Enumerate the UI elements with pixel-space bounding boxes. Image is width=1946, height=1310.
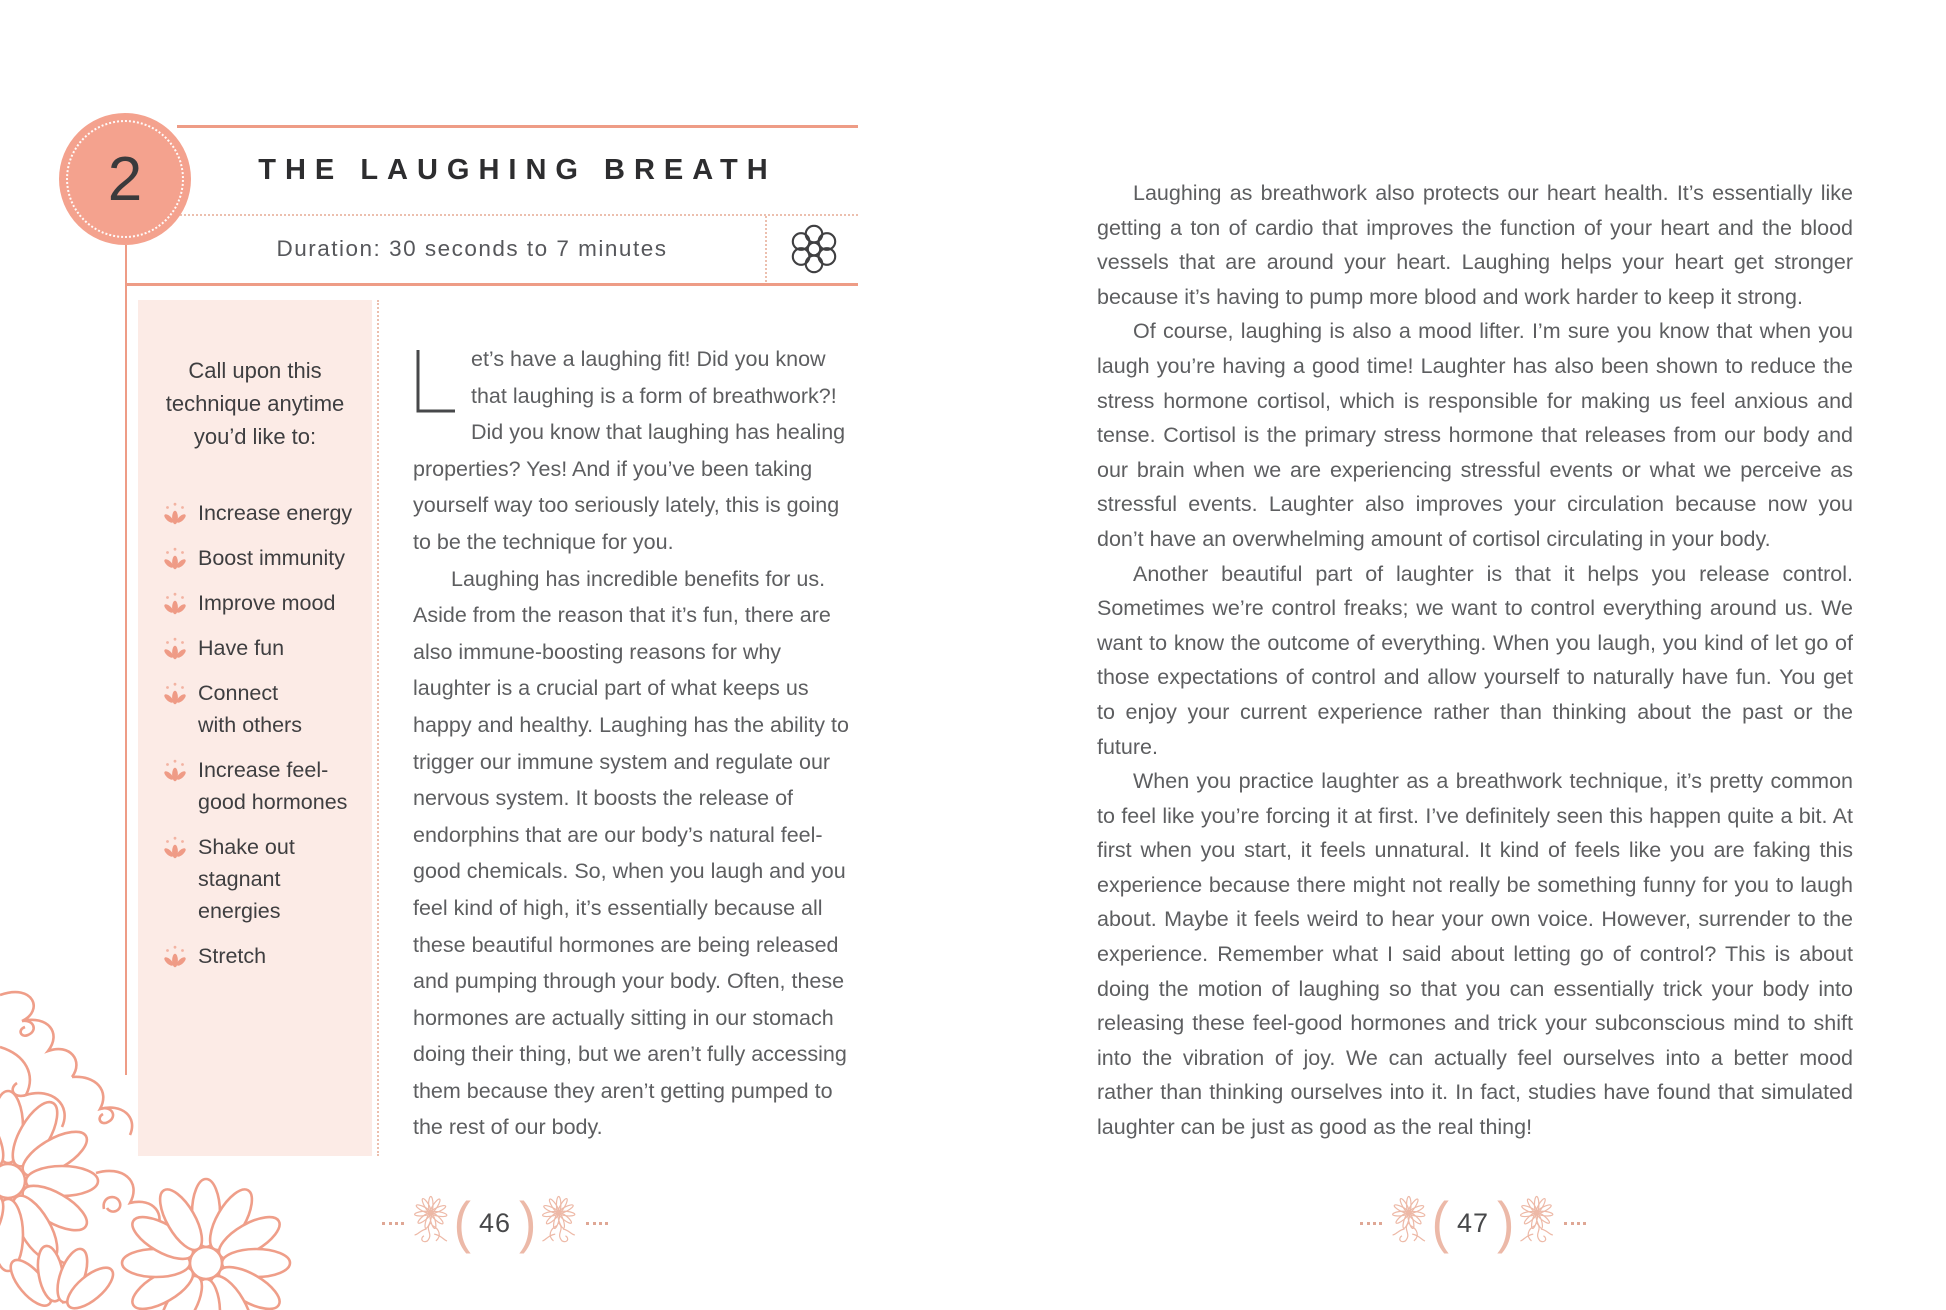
left-page-folio xyxy=(382,1182,608,1264)
floral-sprig-icon xyxy=(164,758,186,784)
paragraph: When you practice laughter as a breathwork technique, it’s pretty common to feel like you’re forcing it at first. I’ve definitely seen this happen quite a bit. At first when you start, it feels unnatural. It kind of feels like you are faking this experience because there might not really be something funny for you to laugh about. Maybe it feels weird to hear your own voice. However, surrender to the experience. Remember what I said about letting go of control? This is about doing the motion of laughing so that you can essentially trick your body into releasing these feel-good hormones and trick your subconscious mind to shift into the vibration of joy. We can actually feel ourselves into a better mood rather than thinking ourselves into it. In fact, studies have found that simulated laughter can be just as good as the real thing! xyxy=(1097,769,1853,1140)
six-petal-flower-icon xyxy=(788,223,840,275)
corner-floral-decoration xyxy=(0,963,322,1310)
chapter-number: 2 xyxy=(107,144,143,214)
list-item xyxy=(164,542,356,574)
paragraph-text: et’s have a laughing fit! Did you know that laughing is a form of breathwork?! Did you know that laughing has healing properties? Yes! And if you’ve been taking yourself way too seriously lately, this is going to be the technique for you. xyxy=(413,347,846,554)
folio-flower-ornament xyxy=(406,1192,450,1254)
header-flower-box xyxy=(765,216,860,282)
list-item-label: Boost immunity xyxy=(198,546,345,570)
list-item xyxy=(164,497,356,529)
list-item-label: Stretch xyxy=(198,944,267,968)
folio-close-arc: ) xyxy=(1497,1191,1515,1255)
list-item xyxy=(164,831,356,927)
right-page-body xyxy=(1097,176,1853,1145)
title-dotted-rule xyxy=(177,214,858,216)
floral-sprig-icon xyxy=(164,636,186,662)
paragraph: Of course, laughing is also a mood lifter. I’m sure you know that when you laugh you’re having a good time! Laughter has also been shown to reduce the stress hormone cortisol, which is responsible for making us feel anxious and tense. Cortisol is the primary stress hormone that releases from our body and our brain when we are experiencing stressful events or what we perceive as stressful events. Laughter also improves your circulation because now you don’t have an overwhelming amount of cortisol circulating in your body. xyxy=(1097,319,1853,551)
list-item-label: Improve mood xyxy=(198,591,336,615)
header-bottom-rule xyxy=(125,283,858,286)
folio-dotted-rule xyxy=(382,1222,404,1225)
folio-open-arc: ( xyxy=(453,1191,471,1255)
floral-sprig-icon xyxy=(164,591,186,617)
folio-flower-ornament xyxy=(1384,1192,1428,1254)
list-item xyxy=(164,754,356,818)
list-item-label: Have fun xyxy=(198,636,285,660)
floral-sprig-icon xyxy=(164,681,186,707)
page-title: THE LAUGHING BREATH xyxy=(258,153,777,186)
duration-label: Duration: 30 seconds to 7 minutes xyxy=(276,236,668,261)
list-item xyxy=(164,632,356,664)
right-page-folio xyxy=(1360,1182,1586,1264)
sidebar-benefit-list xyxy=(154,497,356,972)
folio-flower-ornament xyxy=(1517,1192,1561,1254)
floral-sprig-icon xyxy=(164,501,186,527)
floral-sprig-icon xyxy=(164,835,186,861)
left-page-body xyxy=(413,341,855,1146)
floral-sprig-icon xyxy=(164,546,186,572)
sidebar-dotted-separator xyxy=(377,300,379,1156)
list-item-label: Increase energy xyxy=(198,501,353,525)
page-number: 47 xyxy=(1456,1207,1490,1238)
page-number: 46 xyxy=(478,1207,512,1238)
paragraph: Laughing has incredible benefits for us. Aside from the reason that it’s fun, there are also immune-boosting reasons for why laughter is a crucial part of what keeps us happy and healthy. Laughing has the ability to trigger our immune system and regulate our nervous system. It boosts the release of endorphins that are our body’s natural feel-good chemicals. So, when you laugh and you feel kind of high, it’s essentially because all these beautiful hormones are being released and pumping through your body. Often, these hormones are actually sitting in our stomach doing their thing, but we aren’t fully accessing them because they aren’t getting pumped to the rest of our body. xyxy=(413,566,849,1140)
folio-flower-ornament xyxy=(539,1192,583,1254)
paragraph xyxy=(413,341,855,561)
list-item-label: Increase feel-good hormones xyxy=(198,758,348,814)
folio-open-arc: ( xyxy=(1431,1191,1449,1255)
folio-dotted-rule xyxy=(1564,1222,1586,1225)
list-item-label: Shake out stagnant energies xyxy=(198,835,295,923)
sidebar-heading: Call upon this technique anytime you’d like to: xyxy=(165,358,345,449)
drop-cap-L xyxy=(413,348,459,416)
list-item-label: Connect with others xyxy=(198,681,302,737)
list-item xyxy=(164,587,356,619)
chapter-number-badge xyxy=(59,113,191,245)
folio-dotted-rule xyxy=(586,1222,608,1225)
left-margin-rule xyxy=(125,245,127,1075)
paragraph: Laughing as breathwork also protects our heart health. It’s essentially like getting a ton of cardio that improves the function of your heart and the blood vessels that are around your heart. Laughing helps your heart get stronger because it’s having to pump more blood and work harder to keep it strong. xyxy=(1097,181,1853,309)
folio-close-arc: ) xyxy=(519,1191,537,1255)
paragraph: Another beautiful part of laughter is that it helps you release control. Sometimes we’re control freaks; we want to control everything around us. We want to know the outcome of everything. When you laugh, you kind of let go of those expectations of control and allow yourself to naturally have fun. You get to enjoy your current experience rather than thinking about the past or the future. xyxy=(1097,561,1853,759)
folio-dotted-rule xyxy=(1360,1222,1382,1225)
list-item xyxy=(164,677,356,741)
